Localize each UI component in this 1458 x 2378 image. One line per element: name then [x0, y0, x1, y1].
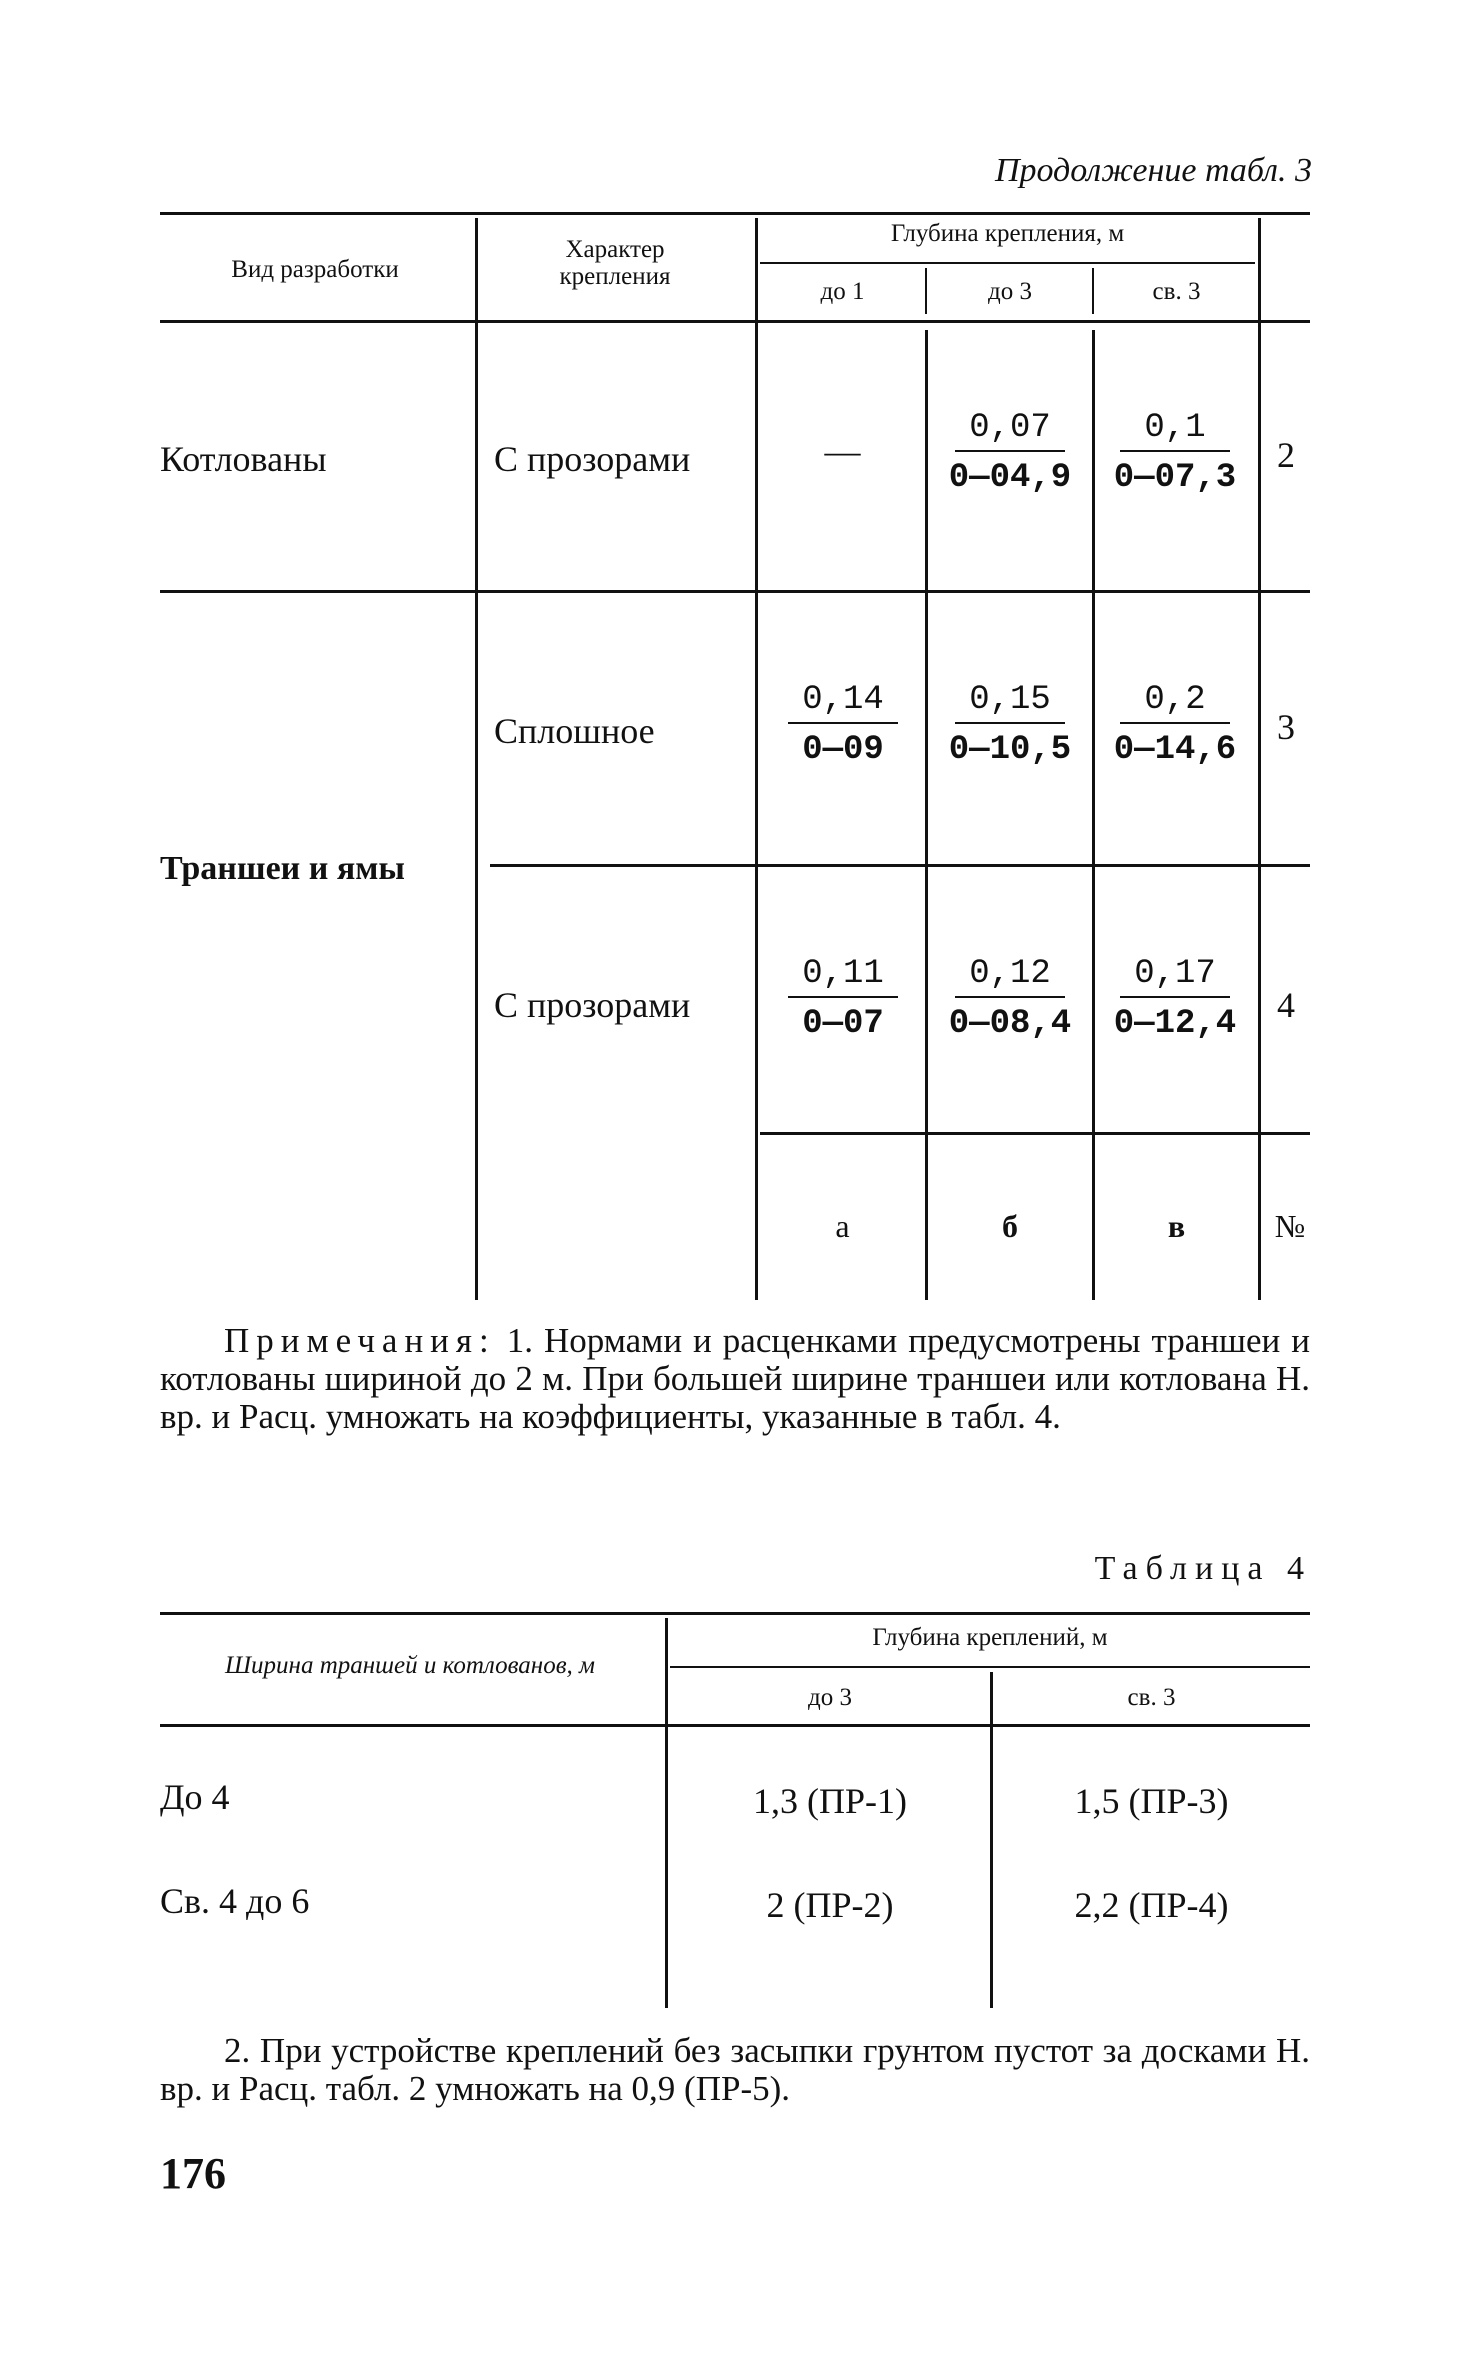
- header-depth-col-2: до 3: [988, 278, 1032, 305]
- header-depth-col-1: до 1: [820, 278, 865, 305]
- row-3-cell-2-value: 0,12: [969, 955, 1051, 993]
- row-3-fastening: С прозорами: [494, 985, 691, 1025]
- fraction-bar: [955, 722, 1065, 724]
- row-1-cell-2: [935, 408, 1085, 498]
- row-1-cell-3-range: 0—07,3: [1113, 459, 1237, 497]
- table4-top-rule: [160, 1612, 1310, 1615]
- note-1-text: 1. Нормами и расценками предусмотрены траншеи и котлованы шириной до 2 м. При большей ширине траншеи или котлована Н. вр. и Расц. умножать на коэффициенты, указанные в табл. 4.: [160, 1321, 1310, 1436]
- fraction-bar: [955, 996, 1065, 998]
- table4-depth-subrule: [670, 1666, 1310, 1668]
- table3-subheader-divider-1: [925, 268, 927, 314]
- table4-row-2-value-2: 2,2 (ПР-4): [1074, 1885, 1229, 1925]
- fraction-bar: [788, 722, 898, 724]
- row-2-cell-1: [768, 680, 918, 770]
- row-1-cell-3: [1100, 408, 1250, 498]
- table3-row-rule-2: [490, 864, 1310, 867]
- table4-row-2-label: Св. 4 до 6: [160, 1881, 310, 1921]
- row-2-cell-3: [1100, 680, 1250, 770]
- header-width: Ширина траншей и котлованов, м: [224, 1652, 596, 1679]
- note-2: 2. При устройстве креплений без засыпки грунтом пустот за досками Н. вр. и Расц. табл. 2 умножать на 0,9 (ПР-5).: [160, 2031, 1310, 2108]
- row-1-fastening: С прозорами: [494, 439, 691, 479]
- row-3-cell-3: [1100, 954, 1250, 1044]
- table3-footer-rule: [760, 1132, 1310, 1135]
- footer-col-v: в: [1167, 1208, 1186, 1244]
- table3-col-divider-5: [1258, 218, 1261, 1300]
- fraction-bar: [1120, 450, 1230, 452]
- table3-col-divider-3: [925, 330, 928, 1300]
- footer-col-no: №: [1274, 1208, 1306, 1244]
- row-3-number: 4: [1277, 985, 1295, 1025]
- table3-row-rule-1: [160, 590, 1310, 593]
- row-1-cell-2-range: 0—04,9: [948, 459, 1072, 497]
- footer-col-a: а: [835, 1208, 850, 1244]
- table3-col-divider-4: [1092, 330, 1095, 1300]
- fraction-bar: [1120, 722, 1230, 724]
- row-2-cell-1-range: 0—09: [802, 731, 884, 769]
- fraction-bar: [788, 996, 898, 998]
- page-number: 176: [160, 2149, 226, 2198]
- row-work-type-trenches: Траншеи и ямы: [160, 850, 405, 887]
- note-1: [160, 1322, 1310, 1436]
- row-2-cell-2-value: 0,15: [969, 681, 1051, 719]
- row-3-cell-3-value: 0,17: [1134, 955, 1216, 993]
- row-1-cell-1-dash: —: [824, 431, 861, 471]
- table3-depth-subrule: [760, 262, 1255, 264]
- note-1-lead: Примечания:: [224, 1321, 496, 1360]
- header-depth: Глубина крепления, м: [890, 220, 1125, 247]
- table3-col-divider-1: [475, 218, 478, 1300]
- header-depth-table4-col-2: св. 3: [1127, 1684, 1176, 1711]
- header-depth-col-3: св. 3: [1152, 278, 1201, 305]
- row-2-cell-1-value: 0,14: [802, 681, 884, 719]
- table3-subheader-divider-2: [1092, 268, 1094, 314]
- row-2-cell-3-value: 0,2: [1144, 681, 1206, 719]
- row-3-cell-1: [768, 954, 918, 1044]
- row-2-fastening: Сплошное: [494, 711, 655, 751]
- row-1-number: 2: [1277, 435, 1295, 475]
- fraction-bar: [955, 450, 1065, 452]
- row-2-number: 3: [1277, 707, 1295, 747]
- table4-col-divider-2: [990, 1672, 993, 2008]
- header-work-type: Вид разработки: [231, 256, 399, 283]
- row-work-type-pits: Котлованы: [160, 439, 327, 479]
- table3-col-divider-2: [755, 218, 758, 1300]
- header-depth-table4-col-1: до 3: [808, 1684, 852, 1711]
- header-fastening-type: Характер крепления: [559, 236, 671, 290]
- header-depth-table4: Глубина креплений, м: [872, 1624, 1108, 1651]
- row-1-cell-3-value: 0,1: [1144, 409, 1206, 447]
- table3-top-rule: [160, 212, 1310, 215]
- row-2-cell-3-range: 0—14,6: [1113, 731, 1237, 769]
- row-3-cell-3-range: 0—12,4: [1113, 1005, 1237, 1043]
- table-4-title: Таблица 4: [1094, 1550, 1312, 1587]
- continuation-label: Продолжение табл. 3: [994, 152, 1312, 189]
- footer-col-b: б: [1002, 1208, 1018, 1244]
- fraction-bar: [1120, 996, 1230, 998]
- table4-row-2-value-1: 2 (ПР-2): [766, 1885, 894, 1925]
- row-2-cell-2-range: 0—10,5: [948, 731, 1072, 769]
- row-3-cell-2-range: 0—08,4: [948, 1005, 1072, 1043]
- table3-header-rule: [160, 320, 1310, 323]
- row-1-cell-2-value: 0,07: [969, 409, 1051, 447]
- table4-row-1-value-1: 1,3 (ПР-1): [753, 1781, 907, 1821]
- table4-header-rule: [160, 1724, 1310, 1727]
- table4-col-divider-1: [665, 1618, 668, 2008]
- table4-row-1-label: До 4: [160, 1777, 230, 1817]
- table4-row-1-value-2: 1,5 (ПР-3): [1074, 1781, 1229, 1821]
- row-3-cell-2: [935, 954, 1085, 1044]
- row-3-cell-1-value: 0,11: [802, 955, 884, 993]
- row-3-cell-1-range: 0—07: [802, 1005, 884, 1043]
- row-2-cell-2: [935, 680, 1085, 770]
